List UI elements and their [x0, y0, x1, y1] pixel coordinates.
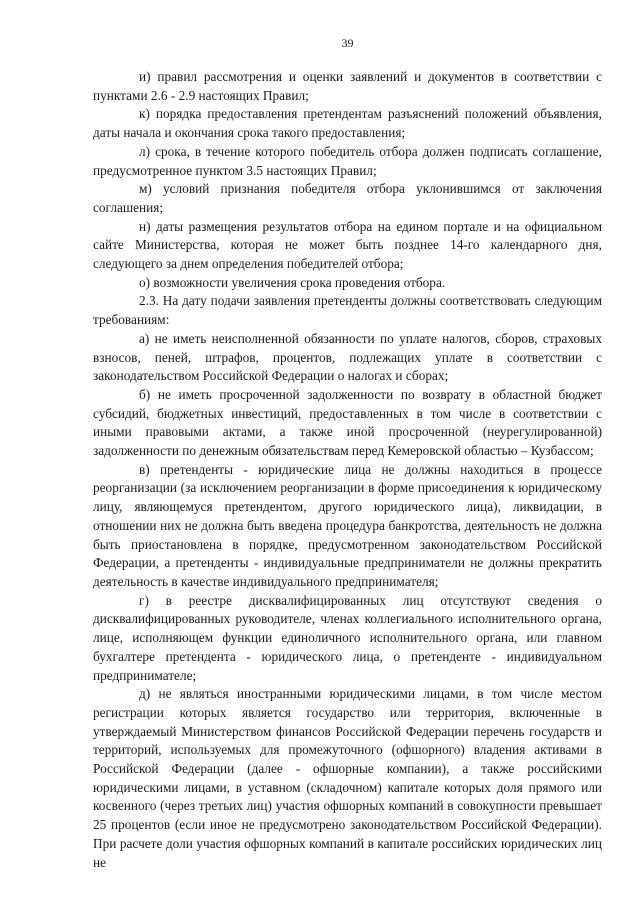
paragraph-item-k: к) порядка предоставления претендентам разъяснений положений объявления, даты начала и окончания срока такого предоставления;	[93, 106, 602, 141]
paragraph-item-o: о) возможности увеличения срока проведения отбора.	[139, 274, 446, 290]
page-number: 39	[341, 36, 354, 50]
document-page	[93, 36, 602, 872]
paragraph-requirement-a: а) не иметь неисполненной обязанности по уплате налогов, сборов, страховых взносов, пеней, штрафов, процентов, подлежащих уплате в соответствии с законодательством Российской Федерации о налогах и сборах;	[93, 330, 602, 384]
paragraph-requirement-g: г) в реестре дисквалифицированных лиц отсутствуют сведения о дисквалифицированных руководителе, членах коллегиального исполнительного органа, лице, исполняющем функции единоличного исполнительного органа, или главном бухгалтере претендента - юридического лица, о претенденте - индивидуальном предпринимателе;	[93, 592, 602, 683]
paragraph-item-n: н) даты размещения результатов отбора на едином портале и на официальном сайте Министерства, которая не может быть позднее 14-го календарного дня, следующего за днем определения победителей отбора;	[93, 218, 602, 272]
paragraph-requirement-b: б) не иметь просроченной задолженности по возврату в областной бюджет субсидий, бюджетных инвестиций, предоставленных в том числе в соответствии с иными правовыми актами, а также иной просроченной (неурегулированной) задолженности по денежным обязательствам перед Кемеровской областью – Кузбассом;	[93, 386, 602, 459]
paragraph-section-2-3: 2.3. На дату подачи заявления претенденты должны соответствовать следующим требованиям:	[93, 293, 602, 328]
paragraph-item-i: и) правил рассмотрения и оценки заявлений и документов в соответствии с пунктами 2.6 - 2.9 настоящих Правил;	[93, 69, 602, 103]
paragraph-requirement-v: в) претенденты - юридические лица не должны находиться в процессе реорганизации (за исключением реорганизации в форме присоединения к юридическому лицу, являющемуся претендентом, другого юридического лица), ликвидации, в отношении них не должна быть введена процедура банкротства, деятельность не должна быть приостановлена в порядке, предусмотренном законодательством Российской Федерации, а претенденты - индивидуальные предприниматели не должны прекратить деятельность в качестве индивидуального предпринимателя;	[93, 461, 602, 589]
paragraph-item-m: м) условий признания победителя отбора уклонившимся от заключения соглашения;	[93, 181, 602, 215]
paragraph-item-l: л) срока, в течение которого победитель отбора должен подписать соглашение, предусмотренное пунктом 3.5 настоящих Правил;	[93, 143, 602, 178]
paragraph-requirement-d: д) не являться иностранными юридическими лицами, в том числе местом регистрации которых является государство или территория, включенные в утверждаемый Министерством финансов Российской Федерации перечень государств и территорий, используемых для промежуточного (офшорного) владения активами в Российской Федерации (далее - офшорные компании), а также российскими юридическими лицами, в уставном (складочном) капитале которых доля прямого или косвенного (через третьих лиц) участия офшорных компаний в совокупности превышает 25 процентов (если иное не предусмотрено законодательством Российской Федерации). При расчете доли участия офшорных компаний в капитале российских юридических лиц не	[93, 686, 602, 870]
